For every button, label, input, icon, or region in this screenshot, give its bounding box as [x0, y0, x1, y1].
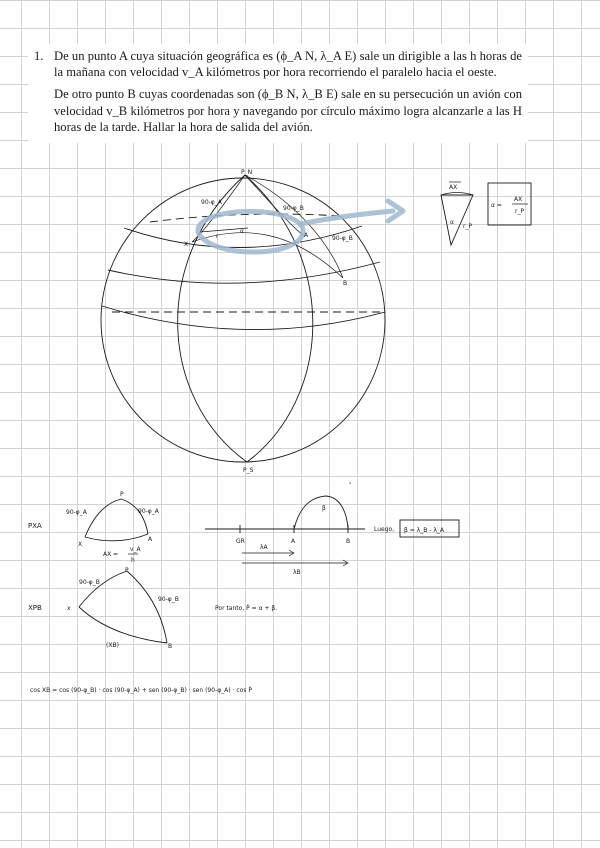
xpb-label: XPB [28, 604, 42, 612]
problem-number: 1. [34, 49, 44, 63]
beta-formula: β = λ_B - λ_A [404, 527, 444, 534]
problem-paragraph-1: De un punto A cuya situación geográfica es (ϕ_A N, λ_A E) sale un dirigible a las h horas de la mañana con velocidad v_A kilómetros por hora recorriendo el paralelo hacia el oeste. [54, 49, 522, 80]
xpb-side-bottom [79, 607, 167, 643]
cosine-formula: cos XB = cos (90-φ_B) · cos (90-φ_A) + sen (90-φ_B) · sen (90-φ_A) · cos P̂ [30, 687, 252, 694]
sector-triangle [441, 195, 473, 245]
pxa-arc-lhs: AX = [103, 551, 119, 558]
great-circle-xb [192, 233, 343, 278]
xpb-side-left [79, 571, 127, 607]
xpb-triangle [28, 567, 277, 650]
alpha-formula-lhs: α = [491, 202, 502, 209]
sector-side-label: r_P [463, 223, 473, 230]
label-pole-north: P_N [241, 169, 253, 176]
pxa-side-left: 90-φ_A [66, 509, 87, 516]
pxa-arc-den: h [131, 557, 135, 564]
label-point-a: A [304, 232, 309, 239]
highlight-loop [198, 211, 303, 252]
label-point-b: B [343, 280, 348, 287]
xpb-vertex-p: P [125, 567, 129, 574]
label-a: A [291, 538, 296, 545]
sector-alpha-label: α [450, 219, 454, 226]
pxa-vertex-p: P [120, 491, 124, 498]
sector-top-label: AX [449, 184, 458, 191]
equator-front [102, 306, 385, 330]
xpb-side-right-label: 90-φ_B [158, 596, 179, 603]
label-lambda-b: λB [293, 569, 301, 576]
label-colat-a: 90-φ_A [201, 199, 222, 206]
pxa-arc-num: v_A [130, 546, 141, 553]
label-beta: β [322, 505, 326, 512]
xpb-vertex-b: B [168, 643, 173, 650]
pxa-vertex-x: X [78, 541, 83, 548]
globe-diagram [101, 169, 403, 474]
pxa-label: PXA [28, 522, 42, 530]
label-point-x: X [184, 241, 189, 248]
xpb-vertex-x: x [67, 605, 71, 612]
stray-mark: › [349, 480, 352, 487]
label-gr: GR [236, 538, 245, 545]
label-colat-b: 90-φ_B [283, 205, 304, 212]
globe-outline [101, 178, 385, 462]
label-b: B [346, 538, 351, 545]
luego-text: Luego, [374, 526, 395, 533]
label-colat-b-2: 90-φ_B [332, 235, 353, 242]
xpb-side-left-label: 90-φ_B [79, 579, 100, 586]
label-lambda-a: λA [260, 544, 268, 551]
alpha-formula-num: AX [514, 196, 523, 203]
problem-paragraph-2: De otro punto B cuyas coordenadas son (ϕ_B N, λ_B E) sale en su persecución un avión con velocidad v_B kilómetros por hora y navegando por círculo máximo logra alcanzarle a las H horas de la tarde. Hallar la hora de salida del avión. [54, 87, 522, 134]
highlight-arrow-shaft [300, 211, 393, 224]
conclusion-text: Por tanto, P̂ = α + β. [215, 605, 278, 612]
pxa-side-right: 90-φ_A [138, 508, 159, 515]
label-arc-ax: r [216, 233, 219, 240]
sector-sketch [441, 182, 531, 245]
pxa-sides [85, 499, 148, 537]
alpha-formula-den: r_P [515, 208, 525, 215]
parallel-b [108, 262, 380, 283]
xpb-side-bottom-label: (XB) [106, 642, 119, 649]
label-pole-south: P_S [243, 467, 254, 474]
label-angle-alpha: α [240, 228, 244, 235]
pxa-triangle [28, 491, 160, 564]
xpb-side-right [127, 571, 167, 643]
beta-arc [294, 496, 348, 529]
longitude-diagram [205, 480, 459, 576]
pxa-base [85, 534, 148, 541]
pxa-vertex-a: A [148, 536, 153, 543]
